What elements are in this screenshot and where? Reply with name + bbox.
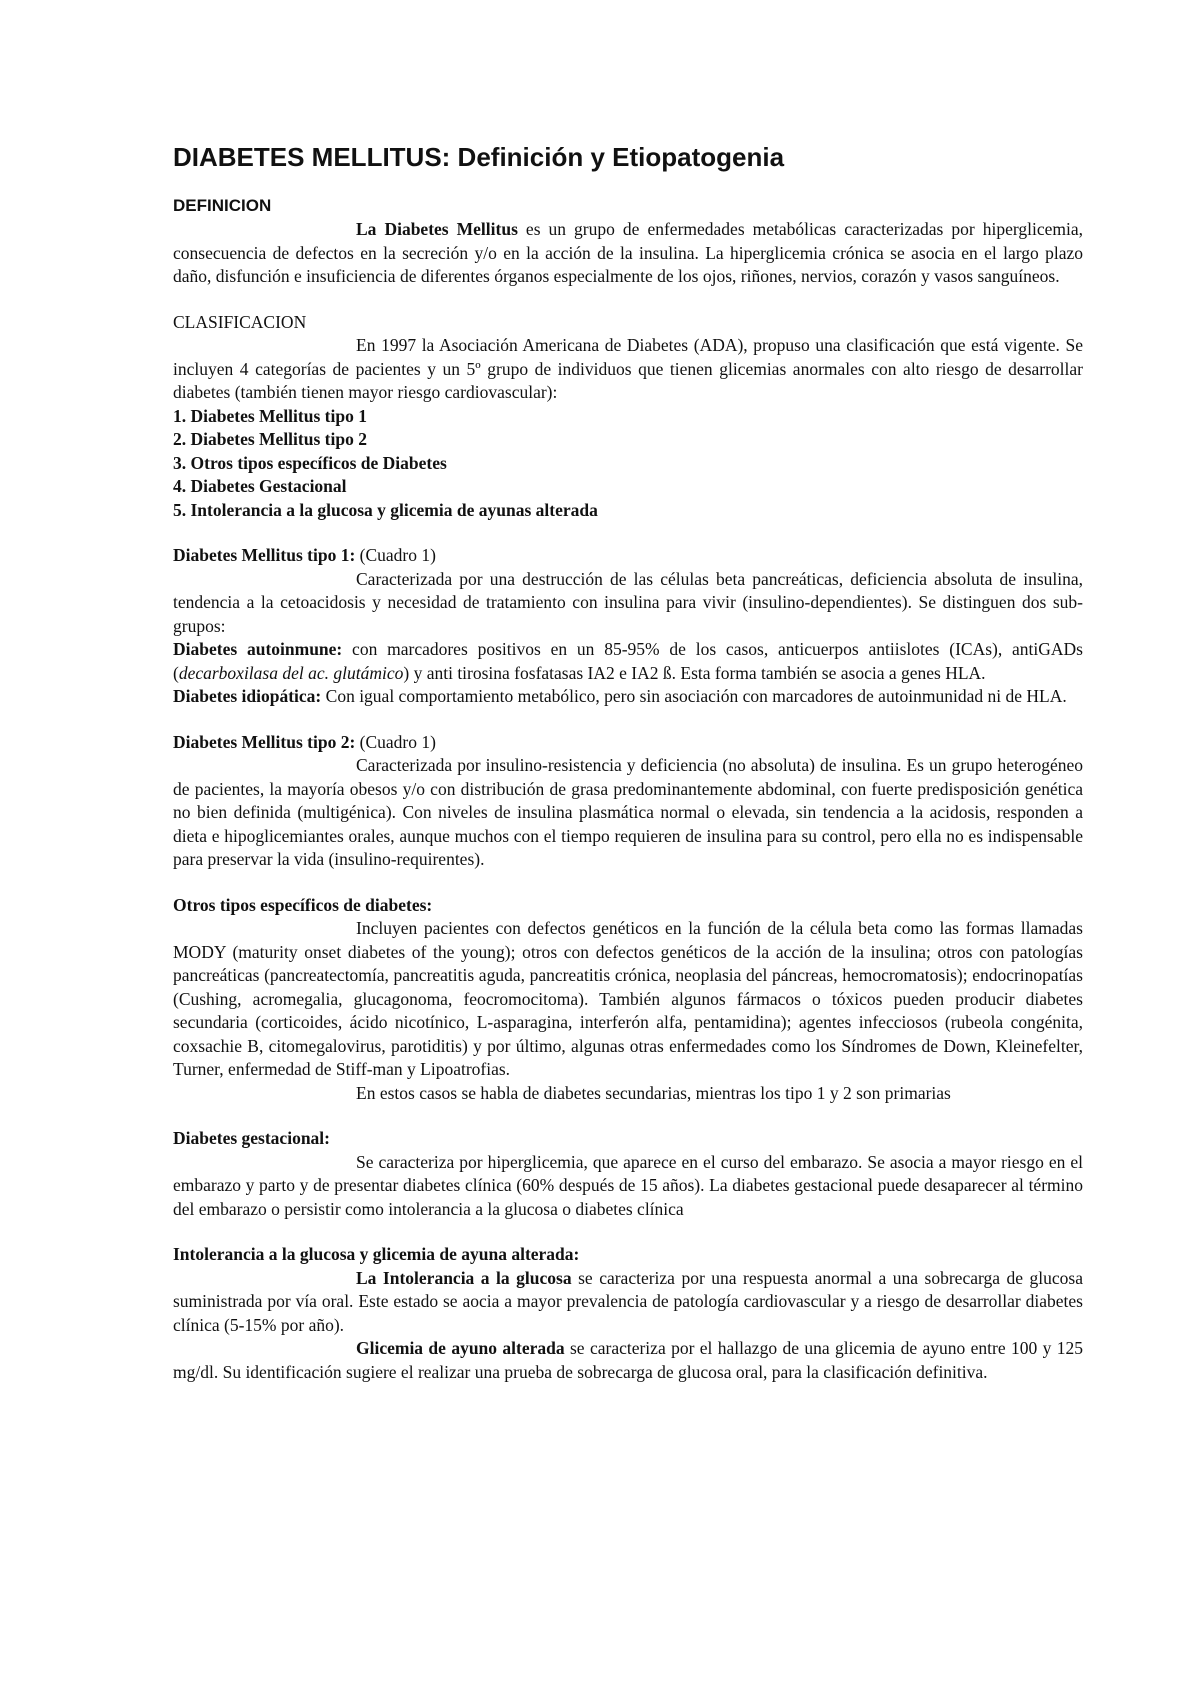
gestacional-paragraph: Se caracteriza por hiperglicemia, que aparece en el curso del embarazo. Se asocia a mayor riesgo en el embarazo y parto y de presentar diabetes clínica (60% después de 15 años). La diabetes gestacional puede desaparecer al término del embarazo o persistir como intolerancia a la glucosa o diabetes clínica xyxy=(173,1151,1083,1219)
definicion-text: es un grupo de enfermedades metabólicas caracterizadas por hiperglicemia, consecuencia de defectos en la secreción y/o en la acción de la insulina. La hiperglicemia crónica se asocia en el largo plazo daño, disfunción e insuficiencia de diferentes órganos especialmente de los ojos, riñones, nervios, corazón y vasos sanguíneos. xyxy=(173,219,1083,286)
autoinmune-label: Diabetes autoinmune: xyxy=(173,639,343,659)
section-heading-definicion: DEFINICION xyxy=(173,196,272,215)
section-heading-gestacional: Diabetes gestacional: xyxy=(173,1128,330,1148)
list-item: 2. Diabetes Mellitus tipo 2 xyxy=(173,429,367,449)
autoinmune-text-b: ) y anti tirosina fosfatasas IA2 e IA2 ß. Esta forma también se asocia a genes HLA. xyxy=(403,662,986,683)
clasificacion-paragraph: En 1997 la Asociación Americana de Diabetes (ADA), propuso una clasificación que está vigente. Se incluyen 4 categorías de pacientes y un 5º grupo de individuos que tienen glicemias anormales con alto riesgo de desarrollar diabetes (también tienen mayor riesgo cardiovascular): xyxy=(173,335,1083,402)
intolerancia-paragraph-2 xyxy=(173,1337,1083,1384)
otros-paragraph: Incluyen pacientes con defectos genéticos en la función de la célula beta como las formas llamadas MODY (maturity onset diabetes of the young); otros con defectos genéticos de la acción de la insulina; otros con patologías pancreáticas (pancreatectomía, pancreatitis aguda, pancreatitis crónica, neoplasia del páncreas, hemocromatosis); endocrinopatías (Cushing, acromegalia, glucagonoma, feocromocitoma). También algunos fármacos o tóxicos pueden producir diabetes secundaria (corticoides, ácido nicotínico, L-asparagina, interferón alfa, pentamidina); agentes infecciosos (rubeola congénita, coxsachie B, citomegalovirus, parotiditis) y por último, algunas otras enfermedades como los Síndromes de Down, Kleinefelter, Turner, enfermedad de Stiff-man y Lipoatrofias. xyxy=(173,918,1083,1079)
tipo1-autoinmune xyxy=(173,638,1083,685)
autoinmune-italic: decarboxilasa del ac. glutámico xyxy=(178,662,404,683)
definicion-lead: La Diabetes Mellitus xyxy=(356,219,518,239)
tipo1-heading: Diabetes Mellitus tipo 1: xyxy=(173,545,356,565)
tipo1-paragraph: Caracterizada por una destrucción de las células beta pancreáticas, deficiencia absoluta de insulina, tendencia a la cetoacidosis y necesidad de tratamiento con insulina para vivir (insulino-dependientes). Se distinguen dos sub-grupos: xyxy=(173,568,1083,636)
glicemia-lead: Glicemia de ayuno alterada xyxy=(356,1338,565,1358)
intolerancia-lead: La Intolerancia a la glucosa xyxy=(356,1267,572,1288)
section-heading-tipo1 xyxy=(173,544,1083,568)
glicemia-text: se caracteriza por el hallazgo de una glicemia de ayuno entre 100 y 125 mg/dl. Su identificación sugiere el realizar una prueba de sobrecarga de glucosa oral, para la clasificación definitiva. xyxy=(173,1338,1084,1382)
list-item: 4. Diabetes Gestacional xyxy=(173,476,347,496)
tipo2-paragraph: Caracterizada por insulino-resistencia y deficiencia (no absoluta) de insulina. Es un grupo heterogéneo de pacientes, la mayoría obesos y/o con distribución de grasa predominantemente abdominal, con fuerte predisposición genética no bien definida (multigénica). Con niveles de insulina plasmática normal o elevada, sin tendencia a la acidosis, responden a dieta e hipoglicemiantes orales, aunque muchos con el tiempo requieren de insulina para su control, pero ella no es indispensable para preservar la vida (insulino-requirentes). xyxy=(173,755,1083,869)
intolerancia-text: se caracteriza por una respuesta anormal a una sobrecarga de glucosa suministrada por vía oral. Este estado se aocia a mayor prevalencia de patología cardiovascular y a riesgo de desarrollar diabetes clínica (5-15% por año). xyxy=(173,1267,1083,1335)
section-heading-otros: Otros tipos específicos de diabetes: xyxy=(173,894,433,915)
tipo1-idiopatica xyxy=(173,685,1083,709)
list-item: 1. Diabetes Mellitus tipo 1 xyxy=(173,405,367,426)
idiopatica-text: Con igual comportamiento metabólico, pero sin asociación con marcadores de autoinmunidad ni de HLA. xyxy=(321,686,1067,706)
intolerancia-paragraph-1 xyxy=(173,1267,1083,1338)
tipo1-ref: (Cuadro 1) xyxy=(355,545,436,565)
clasificacion-list xyxy=(173,405,1083,523)
definicion-paragraph xyxy=(173,218,1083,289)
list-item: 3. Otros tipos específicos de Diabetes xyxy=(173,452,447,473)
tipo2-heading: Diabetes Mellitus tipo 2: xyxy=(173,731,356,752)
idiopatica-label: Diabetes idiopática: xyxy=(173,686,322,706)
autoinmune-text-a: con marcadores positivos en un 85-95% de los casos, anticuerpos antiislotes (ICAs), antiGADs ( xyxy=(173,639,1083,683)
document-page xyxy=(173,140,1083,1384)
section-heading-tipo2 xyxy=(173,731,1083,755)
section-heading-intolerancia: Intolerancia a la glucosa y glicemia de ayuna alterada: xyxy=(173,1244,580,1264)
page-title: DIABETES MELLITUS: Definición y Etiopatogenia xyxy=(173,142,785,172)
tipo2-ref: (Cuadro 1) xyxy=(355,731,436,752)
list-item: 5. Intolerancia a la glucosa y glicemia de ayunas alterada xyxy=(173,499,598,520)
otros-note: En estos casos se habla de diabetes secundarias, mientras los tipo 1 y 2 son primarias xyxy=(356,1082,951,1103)
section-heading-clasificacion: CLASIFICACION xyxy=(173,311,307,332)
